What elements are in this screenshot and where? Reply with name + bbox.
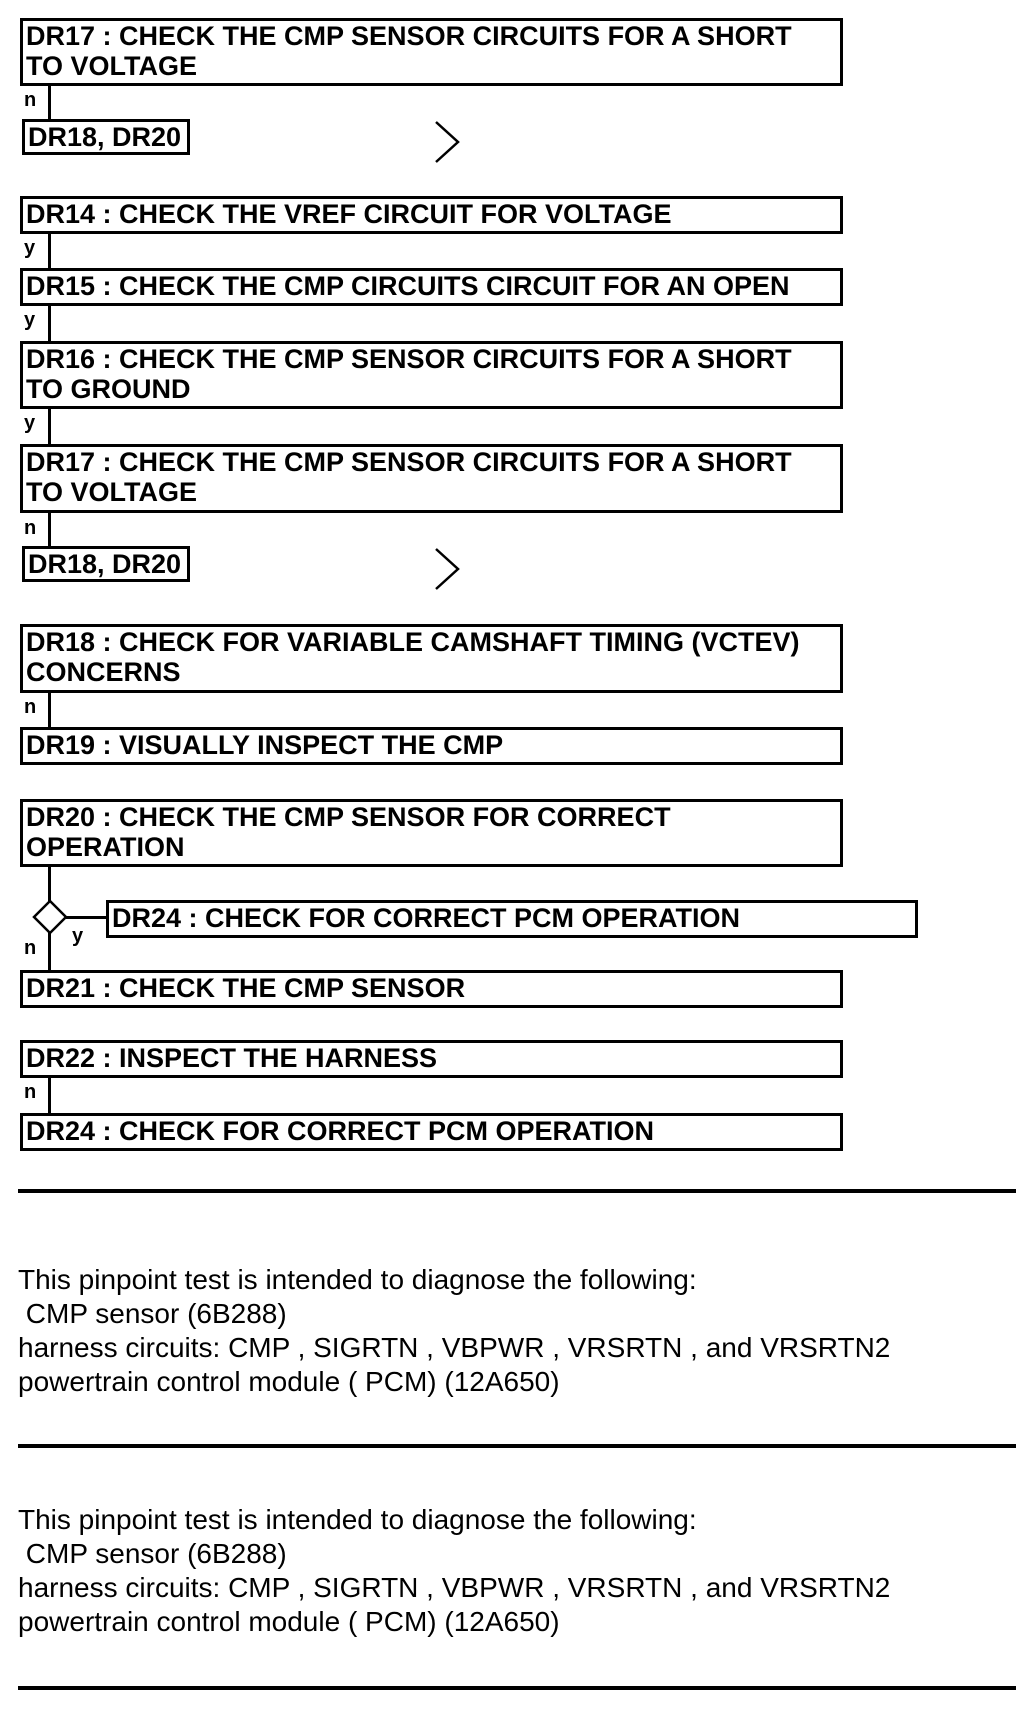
no-branch-label: n	[24, 937, 37, 959]
step-dr24-pcm-operation[interactable]	[106, 900, 918, 938]
link-label: DR18, DR20	[28, 549, 182, 579]
chevron-right-icon[interactable]	[432, 120, 462, 164]
step-label: DR17 : CHECK THE CMP SENSOR CIRCUITS FOR A SHORT TO VOLTAGE	[26, 21, 792, 81]
description-line: CMP sensor (6B288)	[18, 1298, 287, 1329]
section-divider	[18, 1686, 1016, 1690]
section-divider	[18, 1444, 1016, 1448]
flow-connector	[48, 513, 51, 548]
decision-diamond-icon	[31, 898, 69, 936]
step-dr20-sensor-operation[interactable]	[20, 799, 843, 867]
step-label: DR24 : CHECK FOR CORRECT PCM OPERATION	[26, 1116, 655, 1146]
flow-connector	[48, 306, 51, 342]
yes-branch-label: y	[24, 309, 36, 331]
no-branch-label: n	[24, 89, 37, 111]
step-label: DR20 : CHECK THE CMP SENSOR FOR CORRECT OPERATION	[26, 802, 671, 862]
description-line: CMP sensor (6B288)	[18, 1538, 287, 1569]
description-line: This pinpoint test is intended to diagnose the following:	[18, 1264, 697, 1295]
description-paragraph	[18, 1263, 1018, 1399]
step-dr18-vctev-concerns[interactable]	[20, 624, 843, 693]
step-dr17-short-to-voltage[interactable]	[20, 444, 843, 513]
description-paragraph	[18, 1503, 1018, 1639]
description-line: harness circuits: CMP , SIGRTN , VBPWR , VRSRTN , and VRSRTN2	[18, 1572, 891, 1603]
flow-connector	[48, 1078, 51, 1114]
flow-connector	[48, 693, 51, 728]
no-branch-label: n	[24, 1081, 37, 1103]
step-dr15-circuit-open[interactable]	[20, 268, 843, 306]
step-dr19-visual-inspect[interactable]	[20, 727, 843, 765]
no-branch-label: n	[24, 517, 37, 539]
step-label: DR17 : CHECK THE CMP SENSOR CIRCUITS FOR A SHORT TO VOLTAGE	[26, 447, 792, 507]
yes-branch-label: y	[24, 412, 36, 434]
step-dr16-short-to-ground[interactable]	[20, 341, 843, 409]
step-label: DR22 : INSPECT THE HARNESS	[26, 1043, 438, 1073]
link-label: DR18, DR20	[28, 122, 182, 152]
yes-branch-connector	[66, 916, 108, 919]
no-branch-label: n	[24, 696, 37, 718]
flow-connector	[48, 409, 51, 445]
step-label: DR19 : VISUALLY INSPECT THE CMP	[26, 730, 504, 760]
step-dr14-vref-voltage[interactable]	[20, 196, 843, 234]
section-divider	[18, 1189, 1016, 1193]
yes-branch-label: y	[24, 237, 36, 259]
step-dr22-inspect-harness[interactable]	[20, 1040, 843, 1078]
yes-branch-label: y	[72, 925, 84, 947]
step-label: DR14 : CHECK THE VREF CIRCUIT FOR VOLTAGE	[26, 199, 672, 229]
step-dr24-pcm-operation[interactable]	[20, 1113, 843, 1151]
description-line: harness circuits: CMP , SIGRTN , VBPWR , VRSRTN , and VRSRTN2	[18, 1332, 891, 1363]
chevron-right-icon[interactable]	[432, 547, 462, 591]
flow-connector	[48, 234, 51, 269]
description-line: This pinpoint test is intended to diagnose the following:	[18, 1504, 697, 1535]
description-line: powertrain control module ( PCM) (12A650)	[18, 1366, 560, 1397]
flow-connector	[48, 86, 51, 121]
step-dr21-cmp-sensor[interactable]	[20, 970, 843, 1008]
step-dr17-short-to-voltage[interactable]	[20, 18, 843, 86]
step-label: DR15 : CHECK THE CMP CIRCUITS CIRCUIT FOR AN OPEN	[26, 271, 790, 301]
link-dr18-dr20[interactable]	[22, 119, 190, 155]
step-label: DR16 : CHECK THE CMP SENSOR CIRCUITS FOR A SHORT TO GROUND	[26, 344, 792, 404]
description-line: powertrain control module ( PCM) (12A650)	[18, 1606, 560, 1637]
step-label: DR18 : CHECK FOR VARIABLE CAMSHAFT TIMING (VCTEV) CONCERNS	[26, 627, 800, 687]
link-dr18-dr20[interactable]	[22, 546, 190, 582]
step-label: DR24 : CHECK FOR CORRECT PCM OPERATION	[112, 903, 741, 933]
step-label: DR21 : CHECK THE CMP SENSOR	[26, 973, 466, 1003]
